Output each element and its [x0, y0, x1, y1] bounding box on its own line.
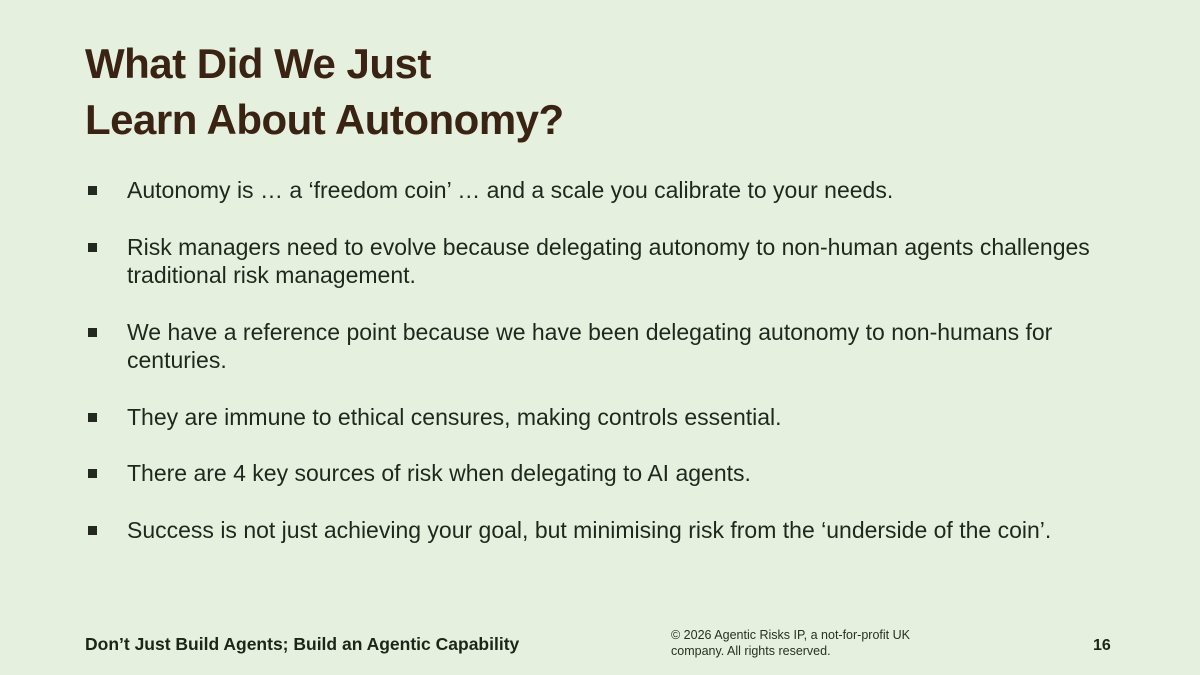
footer-tagline: Don’t Just Build Agents; Build an Agentic Capability: [85, 634, 520, 654]
slide-title: [85, 36, 1135, 148]
list-item: [88, 233, 1118, 290]
slide-title-line-1: What Did We Just: [85, 40, 431, 88]
bullet-text: Success is not just achieving your goal, but minimising risk from the ‘underside of the coin’.: [127, 516, 1052, 543]
page-number: 16: [1093, 637, 1111, 654]
square-bullet-icon: [88, 413, 97, 422]
square-bullet-icon: [88, 328, 97, 337]
list-item: [88, 516, 1118, 545]
slide-title-line-2: Learn About Autonomy?: [85, 95, 564, 143]
bullet-list: [88, 176, 1118, 572]
bullet-text: We have a reference point because we have been delegating autonomy to non-humans for centuries.: [127, 318, 1053, 374]
bullet-text: There are 4 key sources of risk when delegating to AI agents.: [127, 460, 751, 487]
square-bullet-icon: [88, 243, 97, 252]
footer-copyright-line-1: © 2026 Agentic Risks IP, a not-for-profit UK: [671, 627, 910, 642]
bullet-text: Autonomy is … a ‘freedom coin’ … and a scale you calibrate to your needs.: [127, 177, 894, 203]
footer-copyright-line-2: company. All rights reserved.: [671, 643, 831, 658]
square-bullet-icon: [88, 469, 97, 478]
list-item: [88, 459, 1118, 488]
bullet-text: They are immune to ethical censures, making controls essential.: [127, 403, 782, 430]
square-bullet-icon: [88, 186, 97, 195]
bullet-text: Risk managers need to evolve because delegating autonomy to non-human agents challenges traditional risk management.: [127, 233, 1090, 289]
list-item: [88, 403, 1118, 432]
footer-copyright: [671, 627, 961, 660]
list-item: [88, 318, 1118, 375]
square-bullet-icon: [88, 526, 97, 535]
list-item: [88, 176, 1118, 205]
